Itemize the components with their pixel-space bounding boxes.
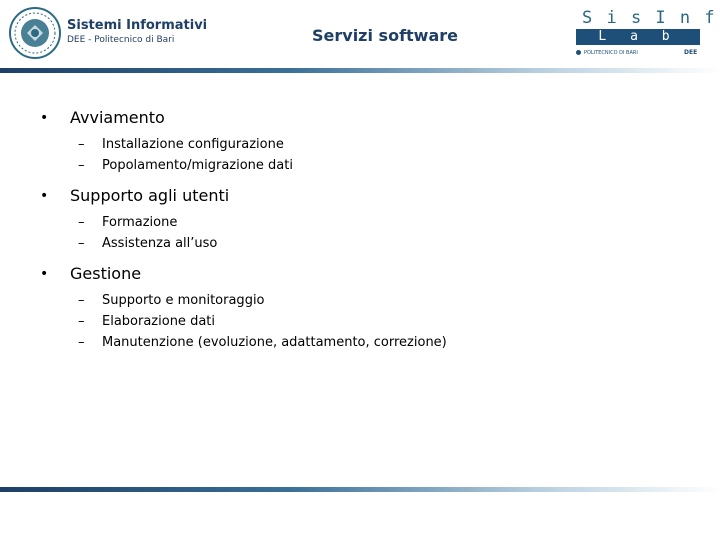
slide-title: Servizi software (312, 26, 458, 45)
org-subtitle: DEE - Politecnico di Bari (67, 35, 175, 45)
dash-icon: – (78, 335, 85, 350)
list-item-label: Gestione (70, 264, 142, 283)
dash-icon: – (78, 236, 85, 251)
university-seal-icon (8, 6, 62, 60)
lab-logo-poli-text: POLITECNICO DI BARI (584, 50, 638, 56)
footer-divider (0, 487, 720, 492)
list-item-label: Supporto agli utenti (70, 186, 230, 205)
lab-logo-dee: DEE (684, 49, 698, 56)
sub-list-item (78, 332, 700, 353)
sub-list-item-label: Installazione configurazione (102, 137, 284, 152)
org-title: Sistemi Informativi (67, 18, 208, 33)
sub-list-item (78, 290, 700, 311)
sub-list (78, 134, 700, 176)
sub-list-item-label: Assistenza all’uso (102, 236, 218, 251)
sub-list (78, 212, 700, 254)
sub-list-item (78, 311, 700, 332)
sub-list-item-label: Manutenzione (evoluzione, adattamento, correzione) (102, 335, 447, 350)
lab-logo-poli (576, 49, 700, 57)
dash-icon: – (78, 293, 85, 308)
sub-list-item-label: Popolamento/migrazione dati (102, 158, 293, 173)
bullet-icon: • (40, 266, 49, 282)
bullet-icon: • (40, 110, 49, 126)
poli-dot-icon (576, 50, 581, 55)
sub-list (78, 290, 700, 353)
sub-list-item (78, 134, 700, 155)
lab-logo-top: S i s I n f (582, 8, 717, 28)
lab-logo-bottom: L a b (576, 29, 700, 45)
sub-list-item-label: Formazione (102, 215, 178, 230)
sub-list-item-label: Elaborazione dati (102, 314, 215, 329)
list-item (40, 107, 700, 176)
sub-list-item (78, 212, 700, 233)
dash-icon: – (78, 215, 85, 230)
sub-list-item-label: Supporto e monitoraggio (102, 293, 265, 308)
list-item-label: Avviamento (70, 108, 165, 127)
header-divider (0, 68, 720, 73)
sub-list-item (78, 233, 700, 254)
dash-icon: – (78, 158, 85, 173)
bullet-list (40, 107, 700, 362)
dash-icon: – (78, 314, 85, 329)
list-item (40, 185, 700, 254)
bullet-icon: • (40, 188, 49, 204)
list-item (40, 263, 700, 353)
dash-icon: – (78, 137, 85, 152)
sub-list-item (78, 155, 700, 176)
